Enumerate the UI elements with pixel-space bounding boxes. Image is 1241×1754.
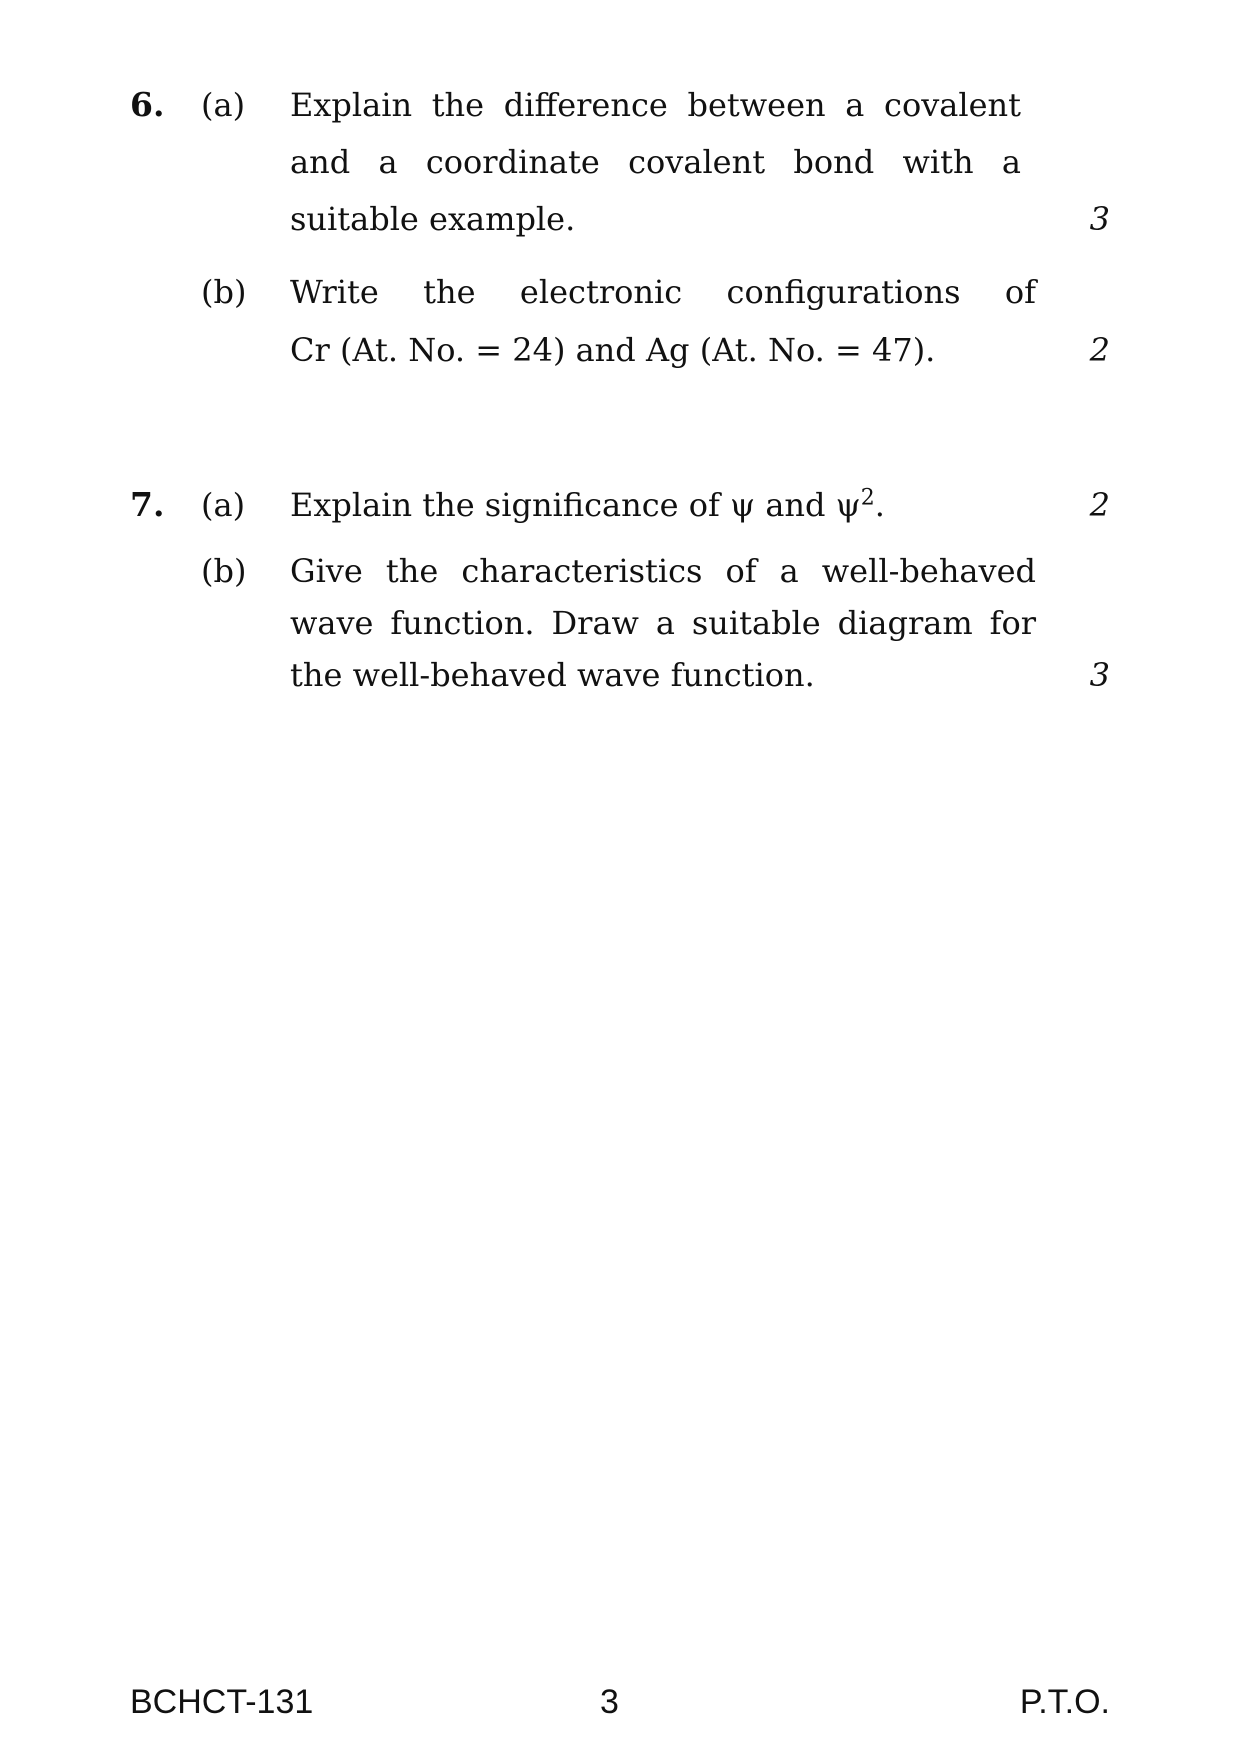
question-7a-line-1 — [290, 485, 885, 525]
question-7a-period: . — [874, 486, 885, 524]
question-6a-line-2: and a coordinate covalent bond with a — [290, 143, 1021, 181]
question-7a-text: Explain the significance of ψ and ψ — [290, 486, 861, 524]
footer-pto: P.T.O. — [1019, 1683, 1110, 1721]
footer-course-code: BCHCT-131 — [130, 1683, 314, 1721]
question-7b-line-1: Give the characteristics of a well-behaved — [290, 552, 1036, 590]
question-number-7: 7. — [130, 485, 165, 524]
marks-6b: 2 — [1089, 331, 1110, 369]
part-label-7a: (a) — [201, 486, 246, 524]
marks-6a: 3 — [1089, 200, 1110, 238]
part-label-6b: (b) — [201, 273, 247, 311]
question-7b-line-2: wave function. Draw a suitable diagram for — [290, 604, 1036, 642]
question-number-6: 6. — [130, 85, 165, 124]
marks-7b: 3 — [1089, 656, 1110, 694]
question-6a-line-3: suitable example. — [290, 200, 576, 238]
question-6b-line-2: Cr (At. No. = 24) and Ag (At. No. = 47). — [290, 331, 936, 369]
question-6a-line-1: Explain the difference between a covalent — [290, 86, 1021, 124]
footer-page-number: 3 — [600, 1683, 619, 1721]
marks-7a: 2 — [1089, 486, 1110, 524]
part-label-7b: (b) — [201, 552, 247, 590]
superscript-2: 2 — [860, 485, 875, 511]
part-label-6a: (a) — [201, 86, 246, 124]
question-6b-line-1: Write the electronic configurations of — [290, 273, 1036, 311]
question-7b-line-3: the well-behaved wave function. — [290, 656, 815, 694]
